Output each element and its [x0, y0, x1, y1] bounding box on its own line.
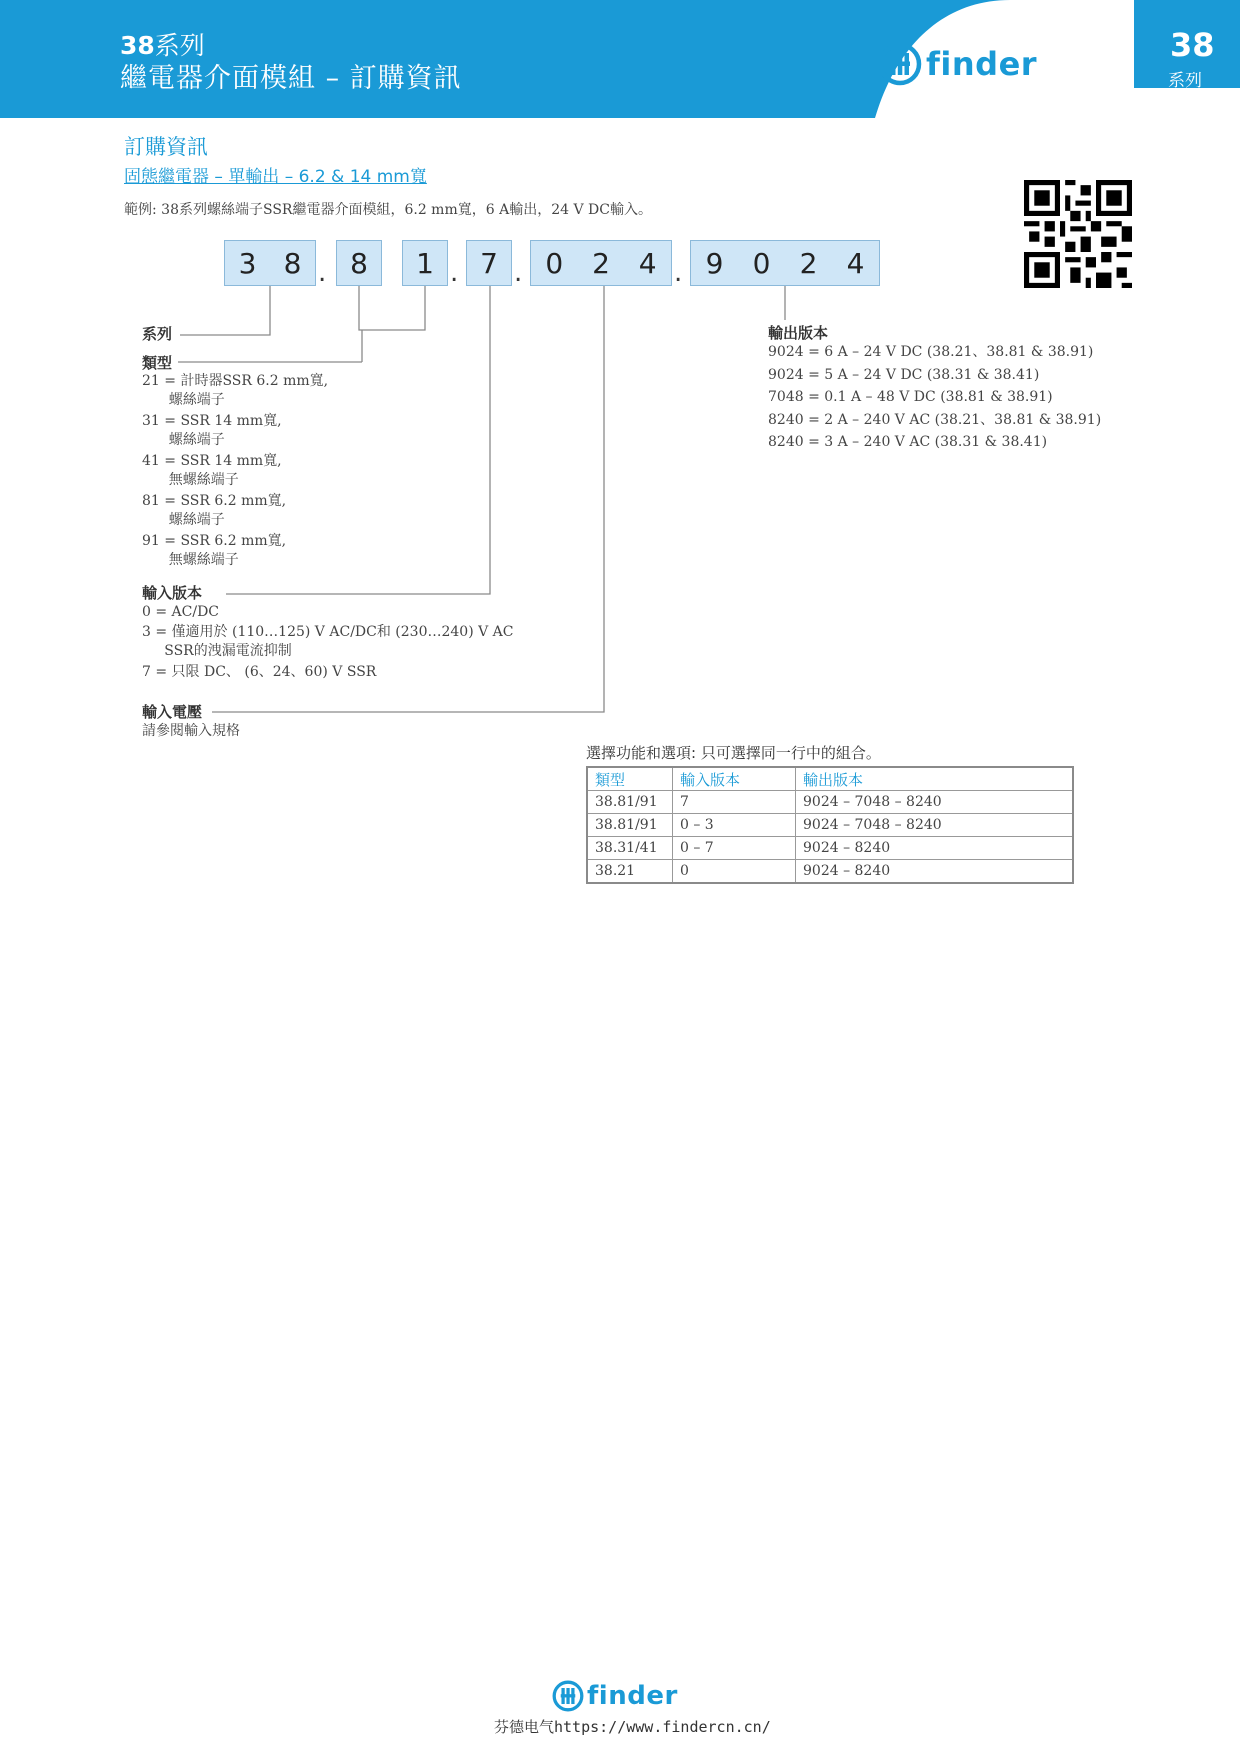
header-series-number: 38	[120, 31, 155, 60]
code-digit: 3	[238, 246, 257, 280]
code-digit: 7	[480, 246, 498, 280]
table-cell: 38.81/91	[587, 814, 673, 837]
table-cell: 38.21	[587, 860, 673, 884]
code-separator: .	[450, 258, 459, 288]
type-item: 91 = SSR 6.2 mm寬, 無螺絲端子	[142, 533, 287, 568]
code-digit: 8	[283, 246, 302, 280]
label-series: 系列	[142, 325, 173, 343]
table-cell: 38.81/91	[587, 791, 673, 814]
code-digit: 4	[638, 246, 657, 280]
section-subtitle: 固態繼電器 – 單輸出 – 6.2 & 14 mm寬	[124, 167, 427, 187]
code-digit: 2	[799, 246, 818, 280]
series-badge-label: 系列	[1168, 71, 1202, 91]
table-cell: 9024 – 7048 – 8240	[796, 791, 1074, 814]
label-input-version: 輸入版本	[142, 584, 203, 602]
table-row	[587, 791, 1073, 814]
code-digit: 8	[350, 246, 368, 280]
table-row	[587, 860, 1073, 884]
output-version-item: 9024 = 5 A – 24 V DC (38.31 & 38.41)	[768, 367, 1040, 383]
code-digit: 4	[846, 246, 865, 280]
code-separator: .	[674, 258, 683, 288]
code-separator: .	[318, 258, 327, 288]
input-version-item: 7 = 只限 DC、 (6、24、60) V SSR	[142, 664, 377, 680]
input-version-item: 0 = AC/DC	[142, 604, 220, 620]
type-item: 81 = SSR 6.2 mm寬, 螺絲端子	[142, 493, 287, 528]
table-header-row	[587, 767, 1073, 791]
finder-logo-text: finder	[926, 45, 1038, 83]
code-digit: 0	[545, 246, 564, 280]
selection-title: 選擇功能和選項: 只可選擇同一行中的組合。	[586, 744, 881, 762]
table-row	[587, 814, 1073, 837]
code-digit: 9	[705, 246, 724, 280]
label-output-version: 輸出版本	[768, 324, 829, 342]
table-header-input-version: 輸入版本	[673, 767, 796, 791]
code-separator: .	[514, 258, 523, 288]
input-voltage-note: 請參閱輸入規格	[142, 723, 240, 739]
example-text: 範例: 38系列螺絲端子SSR繼電器介面模組，6.2 mm寬，6 A輸出，24 V DC輸入。	[124, 202, 652, 218]
type-item: 31 = SSR 14 mm寬, 螺絲端子	[142, 413, 282, 448]
output-version-item: 9024 = 6 A – 24 V DC (38.21、38.81 & 38.91)	[768, 344, 1094, 360]
label-type: 類型	[142, 354, 173, 372]
footer-finder-logo	[552, 1680, 678, 1712]
code-digit: 0	[752, 246, 771, 280]
header-series-label: 系列	[154, 31, 205, 60]
label-input-voltage: 輸入電壓	[142, 703, 203, 721]
output-version-item: 8240 = 3 A – 240 V AC (38.31 & 38.41)	[768, 434, 1048, 450]
selection-table	[586, 766, 1074, 884]
type-item: 21 = 計時器SSR 6.2 mm寬, 螺絲端子	[142, 373, 329, 408]
output-version-item: 7048 = 0.1 A – 48 V DC (38.81 & 38.91)	[768, 389, 1053, 405]
table-cell: 0 – 3	[673, 814, 796, 837]
table-cell: 9024 – 8240	[796, 837, 1074, 860]
series-badge-number: 38	[1170, 26, 1215, 64]
code-digit: 1	[416, 246, 434, 280]
output-version-item: 8240 = 2 A – 240 V AC (38.21、38.81 & 38.91)	[768, 412, 1102, 428]
footer-finder-text: finder	[587, 1681, 678, 1711]
table-cell: 9024 – 8240	[796, 860, 1074, 884]
table-header-output-version: 輸出版本	[796, 767, 1074, 791]
table-cell: 0	[673, 860, 796, 884]
header-title: 繼電器介面模組 – 訂購資訊	[120, 63, 462, 94]
section-title: 訂購資訊	[124, 135, 208, 159]
table-cell: 7	[673, 791, 796, 814]
code-digit: 2	[592, 246, 610, 280]
footer-url[interactable]: 芬德电气https://www.findercn.cn/	[494, 1718, 771, 1736]
table-row	[587, 837, 1073, 860]
table-cell: 0 – 7	[673, 837, 796, 860]
input-version-item: 3 = 僅適用於 (110…125) V AC/DC和 (230…240) V AC SSR的洩漏電流抑制	[142, 624, 514, 659]
type-item: 41 = SSR 14 mm寬, 無螺絲端子	[142, 453, 282, 488]
table-cell: 38.31/41	[587, 837, 673, 860]
table-cell: 9024 – 7048 – 8240	[796, 814, 1074, 837]
finder-logo-icon	[552, 1680, 584, 1712]
table-header-type: 類型	[587, 767, 673, 791]
